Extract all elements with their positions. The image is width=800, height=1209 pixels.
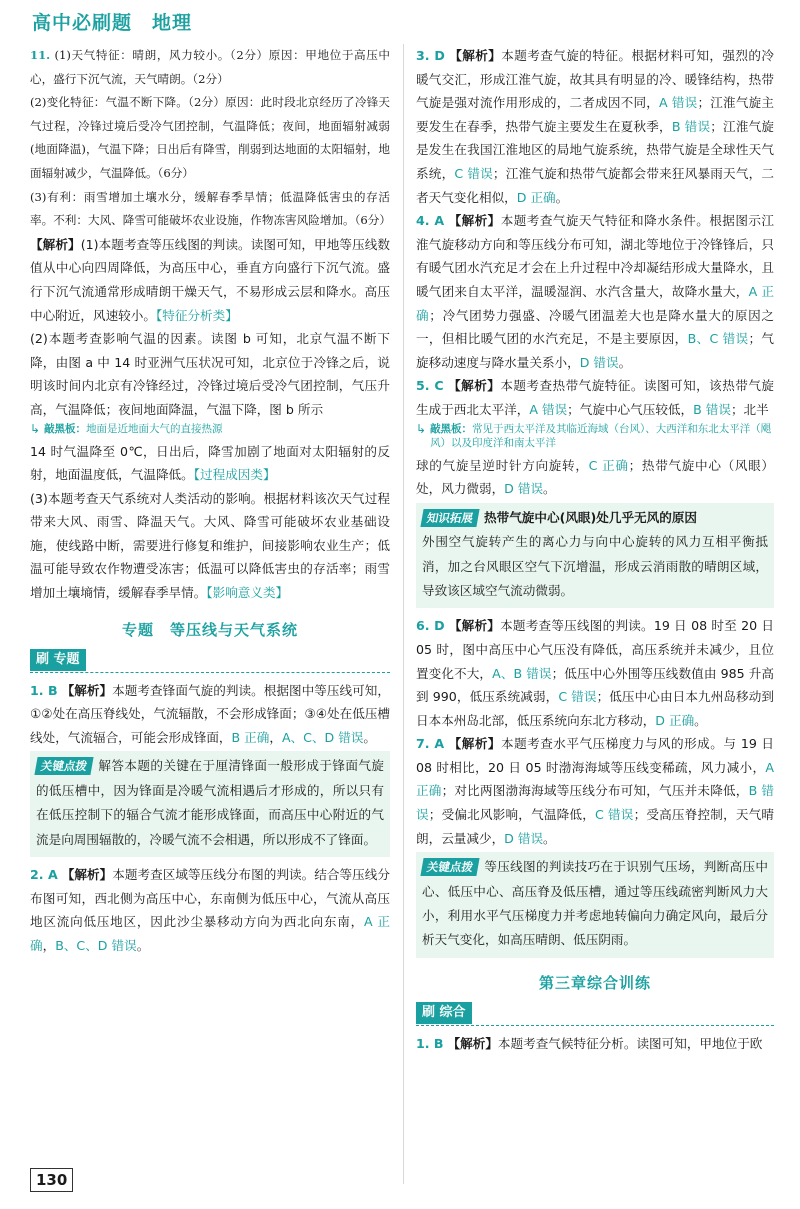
analysis-1: (1)本题考查等压线图的判读。读图可知，甲地等压线数值从中心向四周降低，为高压中心，垂直方向盛行下沉气流。盛行下沉气流通常形成晴朗干燥天气，不易形成云层和降水。高压中心附近，风速较小。 [30, 236, 391, 323]
answer-3: 3. D 【解析】本题考查气旋的特征。根据材料可知，强烈的冷暖气交汇，形成江淮气旋，故其具有明显的冷、暖锋结构，热带气旋是强对流作用形成的，二者成因不同，A 错误；江淮气旋主要发生在春季，热带气旋主要发生在夏秋季，B 错误；江淮气旋是发生在我国江淮地区的局地气旋系统，热带气旋是全球性天气系统，C 错误；江淮气旋和热带气旋都会带来狂风暴雨天气，二者天气变化相似，D 正确。 [416, 48, 775, 205]
column-divider [403, 44, 404, 1184]
question-number: 1. B [416, 1035, 444, 1051]
analysis-label: 【解析】 [448, 213, 501, 229]
section-bar [30, 648, 390, 673]
knowledge-title: 热带气旋中心(风眼)处几乎无风的原因 [484, 509, 698, 525]
answer-11-part1: (1)天气特征：晴朗，风力较小。（2分）原因：甲地位于高压中心，盛行下沉气流，天气晴朗。（2分） [30, 48, 390, 86]
bar-label-main: 刷 [422, 1004, 436, 1020]
knowledge-text: 外围空气旋转产生的离心力与向中心旋转的风力互相平衡抵消，加之台风眼区空气下沉增温，形成云消雨散的晴朗区域，导致该区域空气流动微弱。 [422, 534, 768, 598]
analysis-label: 【解析】 [447, 1035, 498, 1051]
question-number: 3. D [416, 48, 445, 63]
key-tip-box [30, 751, 390, 857]
key-tip-badge: 关键点拨 [34, 757, 93, 775]
category-tag: 【过程成因类】 [193, 467, 276, 483]
answer-1-comprehensive: 1. B 【解析】本题考查气候特征分析。读图可知，甲地位于欧 [416, 1035, 763, 1051]
key-tip-text: 解答本题的关键在于厘清锋面一般形成于锋面气旋的低压槽中，因为锋面是冷暖气流相遇后才形成的，所以只有在低压控制下的辐合气流才能形成锋面，而高压中心附近的气流是向周围辐散的，冷暖气流不会相遇，所以形成不了锋面。 [36, 758, 384, 847]
key-tip-badge: 关键点拨 [420, 858, 479, 876]
answer-11-part2: (2)变化特征：气温不断下降。（2分）原因：此时段北京经历了冷锋天气过程，冷锋过境后受冷气团控制，气温降低；夜间，地面辐射减弱(地面降温)，气温下降；日出后有降雪，削弱到达地面的太阳辐射，地面辐射减少，气温降低。（6分） [30, 95, 390, 180]
knowledge-badge: 知识拓展 [420, 509, 479, 527]
question-number: 1. B [30, 682, 58, 698]
answer-5: 5. C 【解析】本题考查热带气旋特征。读图可知，该热带气旋生成于西北太平洋，A 错误；气旋中心气压较低，B 错误；北半 [416, 378, 774, 417]
analysis-2-cont: 14 时气温降至 0℃，日出后，降雪加剧了地面对太阳辐射的反射，地面温度低，气温降低。 [30, 443, 390, 483]
answer-4: 4. A 【解析】本题考查气旋天气特征和降水条件。根据图示江淮气旋移动方向和等压线分布可知，湖北等地位于冷锋锋后，只有暖气团水汽充足才会在上升过程中冷却凝结形成大量降水，且暖气团来自太平洋，温暖湿润、水汽含量大，故降水量大，A 正确；冷气团势力强盛、冷暖气团温差大也是降水量大的原因之一，但相比暖气团的水汽充足，不是主要原因，B、C 错误；气旋移动速度与降水量关系小，D 错误。 [416, 213, 775, 370]
note-text: 常见于西太平洋及其临近海域（台风）、大西洋和东北太平洋（飓风）以及印度洋和南太平洋 [430, 422, 772, 449]
question-number: 7. A [416, 736, 445, 752]
page-number: 130 [30, 1168, 73, 1192]
answer-1: 1. B 【解析】本题考查锋面气旋的判读。根据图中等压线可知，①②处在高压脊线处，气流辐散，不会形成锋面；③④处在低压槽线处，气流辐合，可能会形成锋面，B 正确，A、C、D 错误。 [30, 682, 391, 745]
category-tag: 【特征分析类】 [155, 307, 238, 323]
answer-7: 7. A 【解析】本题考查水平气压梯度力与风的形成。与 19 日 08 时相比，20 日 05 时渤海海域等压线变稀疏，风力减小，A 正确；对比两图渤海海域等压线分布可知，气压并未降低，B 错误；受偏北风影响，气温降低，C 错误；受高压脊控制，天气晴朗，云量减少，D 错误。 [416, 736, 775, 846]
category-tag: 【影响意义类】 [206, 585, 289, 601]
analysis-2: (2)本题考查影响气温的因素。读图 b 可知，北京气温不断下降，由图 a 中 14 时亚洲气压状况可知，北京位于冷锋之后，说明该时间内北京有冷锋经过，冷锋过境后受冷气团控制，气压升高，气温降低；夜间地面降温，气温下降，图 b 所示 [30, 331, 390, 417]
right-column: 3. D 【解析】本题考查气旋的特征。根据材料可知，强烈的冷暖气交汇，形成江淮气旋，故其具有明显的冷、暖锋结构，热带气旋是强对流作用形成的，二者成因不同，A 错误；江淮气旋主要发生在春季，热带气旋主要发生在夏秋季，B 错误；江淮气旋是发生在我国江淮地区的局地气旋系统，热带气旋是全球性天气系统，C 错误；江淮气旋和热带气旋都会带来狂风暴雨天气，二者天气变化相似，D 正确。 4. A 【解析】本题考查气旋天气特征和降水条件。根据图示江淮气旋移动方向和等压线分布可知，湖北等地位于冷锋锋后，只有暖气团水汽充足才会在上升过程中冷却凝结形成大量降水，且暖气团来自太平洋，温暖湿润、水汽含量大，故降水量大，A 正确；冷气团势力强盛、冷暖气团温差大也是降水量大的原因之一，但相比暖气团的水汽充足，不是主要原因，B、C 错误；气旋移动速度与降水量关系小，D 错误。 5. C 【解析】本题考查热带气旋特征。读图可知，该热带气旋生成于西北太平洋，A 错误；气旋中心气压较低，B 错误；北半 ↳ 敲黑板：常见于西太平洋及其临近海域（台风）、大西洋和东北太平洋（飓风）以及印度洋和南太平洋 球的气旋呈逆时针方向旋转，C 正确；热带气旋中心（风眼）处，风力微弱，D 错误。 知识拓展 热带气旋中心(风眼)处几乎无风的原因 外围空气旋转产生的离心力与向中心旋转的风力互相平衡抵消，加之台风眼区空气下沉增温，形成云消雨散的晴朗区域，导致该区域空气流动微弱。 6. D 【解析】本题考查等压线图的判读。19 日 08 时至 20 日 05 时，图中高压中心气压没有降低，高压系统并未减少，且位置变化不大，A、B 错误；低压中心外围等压线数值由 985 升高到 990，低压系统减弱，C 错误；低压中心由日本九州岛移动到日本本州岛北部，低压系统向东北方移动，D 正确。 7. A 【解析】本题考查水平气压梯度力与风的形成。与 19 日 08 时相比，20 日 05 时渤海海域等压线变稀疏，风力减小，A 正确；对比两图渤海海域等压线分布可知，气压并未降低，B 错误；受偏北风影响，气温降低，C 错误；受高压脊控制，天气晴朗，云量减少，D 错误。 关键点拨 等压线图的判读技巧在于识别气压场，判断高压中心、低压中心、高压脊及低压槽，通过等压线疏密判断风力大小，利用水平气压梯度力并考虑地转偏向力确定风向，最后分析天气变化，如高压晴朗、低压阴雨。 第三章综合训练 刷 综合 1. B 【解析】本题考查气候特征分析。读图可知，甲地位于欧 [416, 44, 774, 1055]
analysis-label: 【解析】 [449, 48, 502, 63]
analysis-3: (3)本题考查天气系统对人类活动的影响。根据材料该次天气过程带来大风、雨雪、降温天气。大风、降雪可能破坏农业基础设施，使线路中断，需要进行修复和维护，间接影响农业生产；低温可能导致农作物遭受冻害；低温可以降低害虫的存活率；雨雪增加土壤墒情，缓解春季旱情。 [30, 490, 390, 601]
question-number: 6. D [416, 618, 445, 634]
page-header: 高中必刷题 地理 [32, 12, 193, 34]
note-label: 敲黑板： [44, 422, 87, 435]
answer-11 [30, 44, 390, 605]
question-number: 2. A [30, 867, 58, 883]
knowledge-expansion-box [416, 503, 774, 609]
key-tip-text: 等压线图的判读技巧在于识别气压场，判断高压中心、低压中心、高压脊及低压槽，通过等压线疏密判断风力大小，利用水平气压梯度力并考虑地转偏向力确定风向，最后分析天气变化，如高压晴朗、低压阴雨。 [422, 859, 768, 948]
question-number: 5. C [416, 378, 444, 394]
section-bar [416, 1001, 774, 1026]
section-title: 专题 等压线与天气系统 [121, 620, 298, 639]
analysis-label: 【解析】 [61, 867, 113, 883]
question-number: 4. A [416, 213, 445, 229]
answer-2: 2. A 【解析】本题考查区域等压线分布图的判读。结合等压线分布图可知，西北侧为高压中心，东南侧为低压中心，气流从高压地区流向低压地区，因此沙尘暴移动方向为西北向东南，A 正确，B、C、D 错误。 [30, 867, 391, 953]
bar-label-sub: 专题 [53, 651, 80, 667]
analysis-label: 【解析】 [448, 378, 501, 394]
bar-label-sub: 综合 [439, 1004, 466, 1020]
note-label: 敲黑板： [430, 422, 473, 435]
answer-6: 6. D 【解析】本题考查等压线图的判读。19 日 08 时至 20 日 05 时，图中高压中心气压没有降低，高压系统并未减少，且位置变化不大，A、B 错误；低压中心外围等压线数值由 985 升高到 990，低压系统减弱，C 错误；低压中心由日本九州岛移动到日本本州岛北部，低压系统向东北方移动，D 正确。 [416, 618, 775, 728]
arrow-icon: ↳ [416, 421, 427, 436]
section-title: 第三章综合训练 [538, 973, 651, 992]
question-number: 11. [30, 48, 51, 62]
analysis-label: 【解析】 [61, 682, 113, 698]
arrow-icon: ↳ [30, 421, 41, 436]
left-column [30, 44, 390, 957]
bar-label-main: 刷 [36, 651, 50, 667]
note-callout [416, 422, 774, 454]
answer-11-part3: (3)有利：雨雪增加土壤水分，缓解春季旱情；低温降低害虫的存活率。不利：大风、降雪可能破坏农业设施，作物冻害风险增加。（6分） [30, 189, 391, 228]
note-text: 地面是近地面大气的直接热源 [86, 422, 223, 435]
key-tip-box [416, 852, 774, 958]
analysis-label: 【解析】 [30, 236, 81, 252]
analysis-label: 【解析】 [448, 736, 501, 752]
analysis-label: 【解析】 [448, 618, 501, 634]
note-callout [30, 422, 390, 440]
